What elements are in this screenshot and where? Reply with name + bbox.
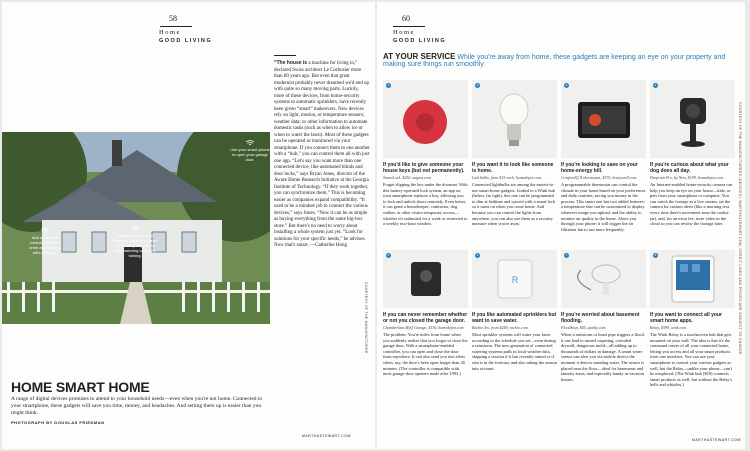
card-source: Rachio Iro, from $249, rachio.com. [472, 325, 529, 330]
card-number: 6 [476, 253, 479, 257]
product-card-camera [650, 80, 735, 227]
card-source: FloodStop, $45, quirky.com. [561, 325, 607, 330]
product-image [383, 250, 468, 308]
card-number: 1 [387, 83, 390, 87]
sprinkler-controller-image [472, 250, 557, 308]
banner-title: AT YOUR SERVICE [383, 52, 456, 61]
card-source: Dropcam Pro, by Nest, $199, homedepot.com. [650, 175, 724, 180]
product-card-sprinkler [472, 250, 557, 371]
card-title: If you're curious about what your dog does all day. [650, 162, 729, 174]
thermostat-image [561, 80, 646, 158]
top-rule [393, 26, 425, 27]
card-number: 2 [476, 83, 479, 87]
product-image [472, 80, 557, 158]
card-text: Connected lightbulbs are among the easiest-to-use smart-home gadgets. Linked to a Wink hub (below, far right), this one can be programmed to dim at bedtime and synced with a smart lock so it turns on when you come home. And because you can control the lights from anywhere, you can also use them as a security measure when you're away. [472, 182, 556, 227]
garage-controller-image [383, 250, 468, 308]
product-image [383, 80, 468, 158]
card-text: When a rainstorm or burst pipe triggers a flood, it can lead to ruined carpeting, corroded drywall, dangerous mold—all adding up to thousands of dollars in damage. A smart water sensor can alert you via mobile device the moment it detects standing water. The sensor is placed near the floor—ideal for basements and laundry areas, and especially handy in vacation homes. [561, 332, 645, 382]
svg-text:R: R [511, 275, 519, 285]
product-image [561, 250, 646, 308]
callout-garage [230, 140, 270, 162]
product-card-garage [383, 250, 468, 377]
product-card-lock [383, 80, 468, 227]
callout-text: Install a system that knows to water your lawn on a sunny day and to skip watering when it's raining. [112, 233, 158, 258]
smart-lock-image [383, 80, 468, 158]
product-card-thermostat [561, 80, 646, 232]
card-text: Most sprinkler systems will water your lawn according to the schedule you set—even during a rainstorm. The new generation of connected watering systems pulls in local weather data, skipping a session if it has recently rained or if rain is in the forecast, and also taking the season into account. [472, 332, 557, 371]
subsection-name: GOOD LIVING [393, 38, 447, 44]
card-title: If you want to connect all your smart home apps. [650, 312, 722, 324]
card-text: An Internet-enabled home-security camera can help you keep an eye on your house—kids, or pets from your smartphone or computer. You can watch the footage as a live stream, set the camera for custom alerts (like a morning text every time there's movement near the cookie jar), and, for an extra fee, store video in the cloud so you can review the footage later. [650, 182, 733, 227]
lightbulb-image [472, 80, 557, 158]
card-text: The Wink Relay is a touchscreen hub that gets mounted on your wall. The idea is that it's the command center of all your connected home, letting you access and all your smart products from one interface. You can use your smartphone to control your various gadgets as well, but the Relay—unlike your phone—can't be misplaced. (The Wink hub [$50] connects smart products as well, but without the Relay's bells and whistles.) [650, 332, 733, 388]
product-image [650, 80, 735, 158]
card-number: 8 [654, 253, 657, 257]
card-text: The problem: You're miles from home when you suddenly realize that you forgot to close the garage door. With a smartphone-enabled controller, you can open and close the door from anywhere. It can also send you text alerts when, say, the door's been open longer than 45 minutes. (The controller is compatible with most garage-door openers made after 1993.) [383, 332, 468, 377]
banner [383, 52, 745, 68]
top-rule [160, 26, 192, 27]
card-title: If you'd like to give someone your house keys (but not permanently). [383, 162, 465, 174]
photo-credit: PHOTOGRAPH BY DOUGLAS FRIEDMAN [11, 420, 105, 425]
card-number: 7 [565, 253, 568, 257]
card-source: Link bulbs, from $15 each, homedepot.com. [472, 175, 542, 180]
flood-sensor-image [561, 250, 646, 308]
dek: A range of digital devices promises to attend to your household needs—even when you're not home. Connected to your smartphone, these gadgets will save you time, money, and headaches. And setting them up is easier than you might think. [11, 396, 263, 416]
section-label [393, 29, 446, 44]
card-source: ComfortIQ II thermostat, $370, honeywell.com. [561, 175, 638, 180]
product-image [561, 80, 646, 158]
card-title: If you want it to look like someone is home. [472, 162, 554, 174]
article-body [274, 60, 370, 250]
headline: HOME SMART HOME [11, 379, 150, 395]
section-label [159, 29, 212, 44]
wink-relay-image [650, 250, 735, 308]
card-number: 4 [654, 83, 657, 87]
page-number: 60 [402, 14, 410, 23]
card-source: SmartLock, $250, august.com. [383, 175, 432, 180]
product-card-bulb [472, 80, 557, 227]
subsection-name: GOOD LIVING [159, 38, 213, 44]
footer-url: MARTHASTEWART.COM [692, 438, 741, 442]
card-title: If you're worried about basement flooding. [561, 312, 640, 324]
page-number: 58 [169, 14, 177, 23]
card-source: Chamberlain MyQ Garage, $130, homedepot.com. [383, 325, 465, 330]
left-page [2, 2, 375, 449]
body-lead: “The house is [274, 60, 308, 66]
camera-image [650, 80, 735, 158]
card-number: 3 [565, 83, 568, 87]
card-title: If you like automated sprinklers but want to save water. [472, 312, 557, 324]
product-card-flood [561, 250, 646, 382]
card-title: If you can never remember whether or not you closed the garage door. [383, 312, 468, 324]
product-card-hub [650, 250, 735, 388]
callout-lock [26, 228, 64, 255]
callout-text: Use your smart-phone to open your garage door. [230, 147, 270, 162]
callout-text: Add a lock that controls who can enter and when—with-out keys. [29, 235, 61, 255]
section-name: Home [393, 29, 415, 36]
body-rule [274, 55, 296, 56]
callout-sprinkler [112, 226, 158, 258]
section-name: Home [159, 29, 181, 36]
card-text: A programmable thermostat can control the climate in your home based on your preferences and daily routines, saving you money in the process. This smart one has two added features: a temperature that can be customized to display whatever image you upload, and the ability to monitor air quality in the home. Alerts you through your phone; it will trigger the air filtration fan to run more frequently. [561, 182, 646, 232]
footer-url: MARTHASTEWART.COM [302, 434, 351, 438]
card-text: Forget slipping the key under the doormat. With this battery-operated lock system, an app on your smartphone replaces a key, allowing you to lock and unlock doors remotely. Even better, it can grant a housekeeper, contractor, dog walker, or other visitor temporary access—whether it's unlimited for a week or restricted to a weekly two-hour window. [383, 182, 468, 227]
banner-text: While you're away from home, these gadgets are keeping an eye on your property and making sure things run smoothly. [383, 54, 726, 68]
wifi-icon [246, 140, 254, 146]
body-text: a machine for living in,” declared Swiss architect Le Corbusier more than 80 years ago. But even that great modernist probably never dreamed we'd end up with quite so many moving parts. Luckily, more of these devices, from home-security systems to automatic sprinklers, have recently been given “smart” makeovers. New devices rely on light, motion, or temperature sensors; weather data; or other information to automate domestic tasks (such as when to allow ice or when to water the lawn). Most of these gadgets can be operated or monitored via your smartphone. If you connect them to one another with a “hub,” you can control them all with just one app. “Let's say you want more than one connected device, like automated blinds and door locks,” says Bryan Jones, director of the Aware Home Research Initiative at the Georgia Institute of Technology. “If they work together, you can synchronize them.” This is becoming easier as companies expand compatibility. “It used to be a mindset job to connect the various devices,” says Jones. “Now it can be as simple as buying everything from the same big-box store.” But there's no need to worry about installing a whole system just yet. “Look for solutions for your specific needs,” he advises. Now that's smart. —Catherine Hong [274, 61, 370, 248]
vertical-credit: COURTESY OF THE MANUFACTURER [364, 282, 368, 354]
vertical-credit: COURTESY OF THE MANUFACTURERS (DEVICES); MARTHASTEWART.COM; CREDIT LINES AND PRICES ARE SUBJECT TO CHANGE [738, 102, 742, 355]
wifi-icon [41, 228, 49, 234]
card-source: Relay, $399, wink.com. [650, 325, 688, 330]
wifi-icon [131, 226, 139, 232]
card-number: 5 [387, 253, 390, 257]
product-image [472, 250, 557, 308]
card-title: If you're looking to save on your home-energy bill. [561, 162, 638, 174]
right-page [377, 2, 745, 449]
product-image [650, 250, 735, 308]
